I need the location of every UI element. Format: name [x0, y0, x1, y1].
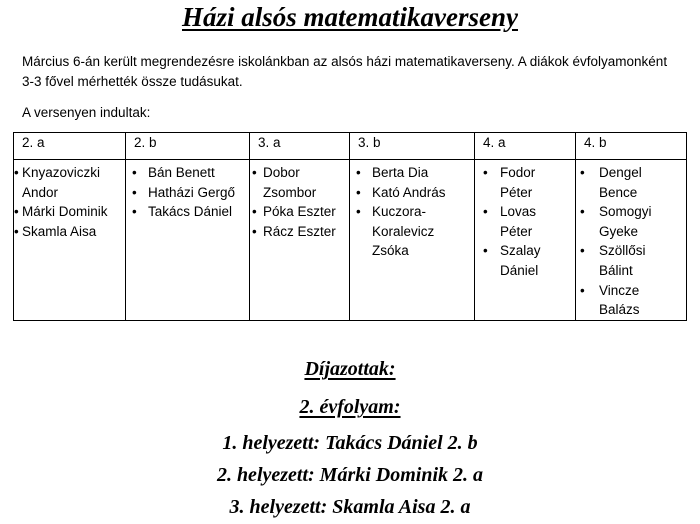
table-header-row	[14, 133, 687, 160]
names-list	[576, 163, 686, 320]
names-list	[126, 163, 249, 222]
grade-heading: 2. évfolyam:	[299, 396, 401, 418]
list-item: • Skamla Aisa	[14, 222, 121, 242]
names-cell-3b	[350, 160, 475, 321]
list-item: • Hatházi Gergő	[126, 183, 245, 203]
list-item: • Kató András	[350, 183, 470, 203]
third-place: 3. helyezett: Skamla Aisa 2. a	[229, 496, 471, 518]
list-item: • Szöllősi Bálint	[576, 241, 682, 280]
names-list	[250, 163, 349, 241]
names-list	[350, 163, 474, 261]
list-item: • Fodor Péter	[475, 163, 571, 202]
names-cell-4b	[576, 160, 687, 321]
first-place: 1. helyezett: Takács Dániel 2. b	[222, 432, 478, 454]
list-item: • Lovas Péter	[475, 202, 571, 241]
participants-label: A versenyen indultak:	[22, 105, 151, 120]
column-header-4b: 4. b	[576, 133, 687, 160]
column-header-2b: 2. b	[126, 133, 250, 160]
list-item: • Póka Eszter	[250, 202, 345, 222]
names-cell-2a	[14, 160, 126, 321]
winners-heading: Díjazottak:	[304, 358, 396, 380]
list-item: • Rácz Eszter	[250, 222, 345, 242]
column-header-2a: 2. a	[14, 133, 126, 160]
second-place: 2. helyezett: Márki Dominik 2. a	[216, 464, 484, 486]
names-cell-3a	[250, 160, 350, 321]
column-header-4a: 4. a	[475, 133, 576, 160]
list-item: • Somogyi Gyeke	[576, 202, 682, 241]
column-header-3a: 3. a	[250, 133, 350, 160]
winners-section	[0, 354, 700, 524]
list-item: • Takács Dániel	[126, 202, 245, 222]
column-header-3b: 3. b	[350, 133, 475, 160]
list-item: • Dengel Bence	[576, 163, 682, 202]
table-row	[14, 160, 687, 321]
list-item: • Vincze Balázs	[576, 281, 682, 320]
list-item: • Berta Dia	[350, 163, 470, 183]
participants-table	[13, 132, 687, 321]
intro-paragraph: Március 6-án került megrendezésre iskolánkban az alsós házi matematikaverseny. A diákok évfolyamonként 3-3 fővel mérhették össze tudásukat.	[22, 54, 668, 89]
list-item: • Szalay Dániel	[475, 241, 571, 280]
list-item: • Bán Benett	[126, 163, 245, 183]
list-item: • Knyazoviczki Andor	[14, 163, 121, 202]
names-cell-2b	[126, 160, 250, 321]
names-list	[14, 163, 125, 241]
list-item: • Dobor Zsombor	[250, 163, 345, 202]
list-item: • Kuczora-Koralevicz Zsóka	[350, 202, 470, 261]
names-list	[475, 163, 575, 281]
names-cell-4a	[475, 160, 576, 321]
page-title: Házi alsós matematikaverseny	[182, 2, 518, 32]
list-item: • Márki Dominik	[14, 202, 121, 222]
